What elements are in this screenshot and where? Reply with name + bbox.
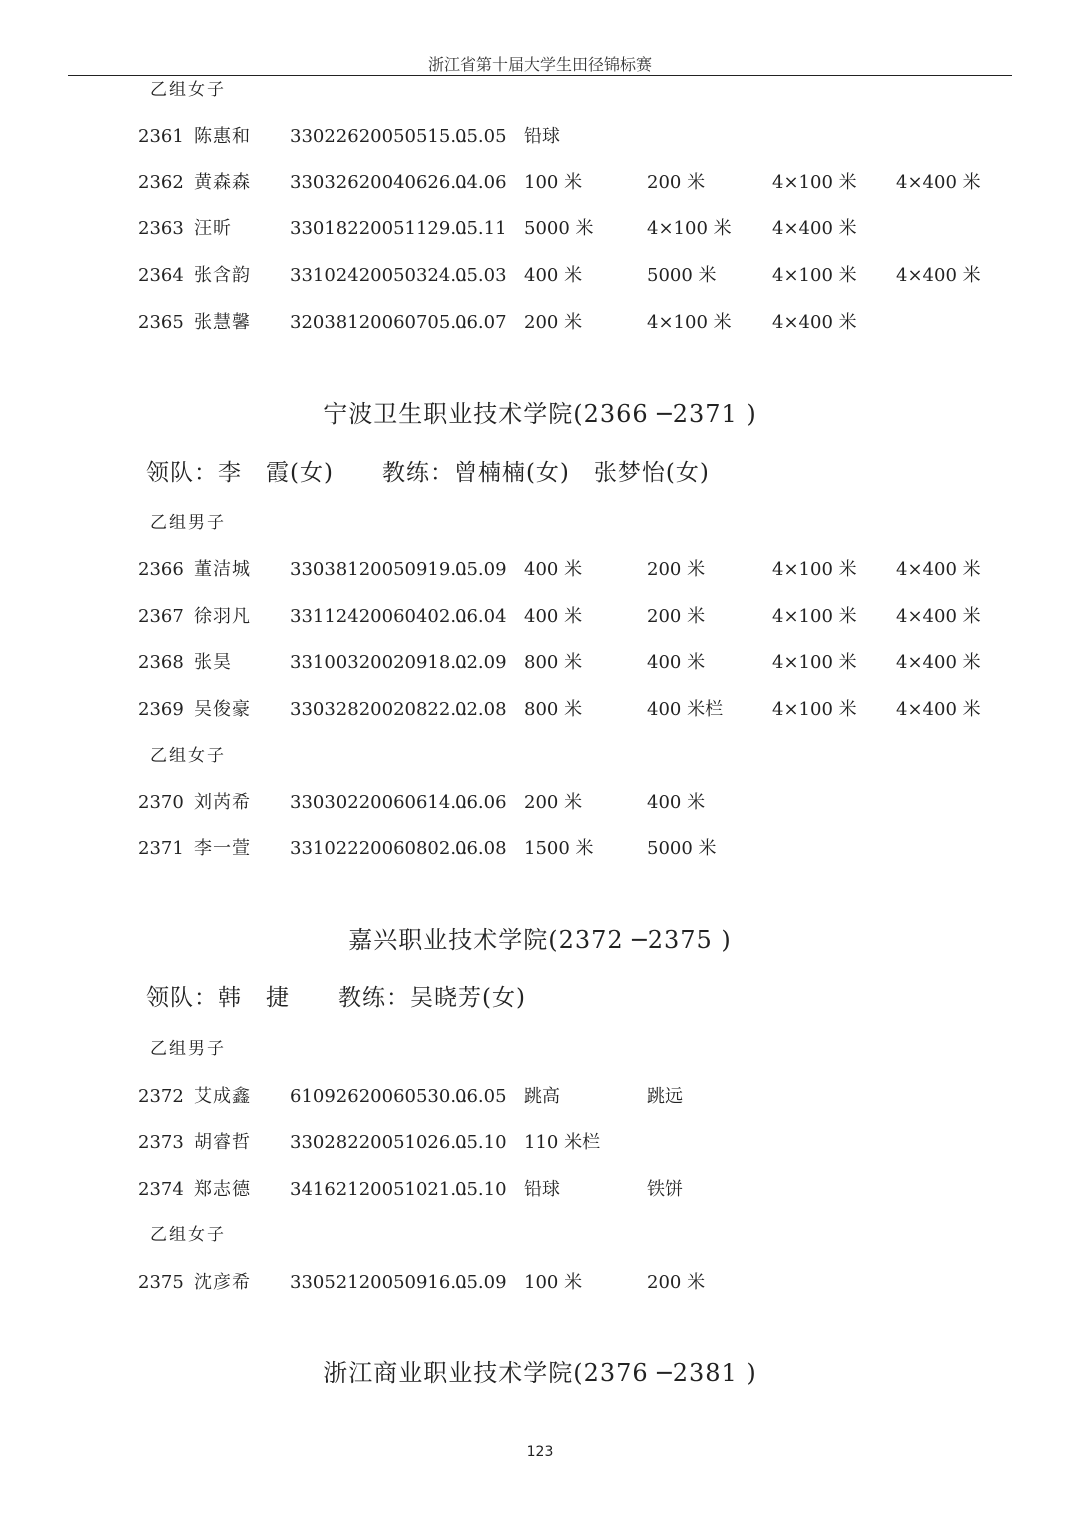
event-entry: 4×400 米 <box>896 652 981 673</box>
athlete-name: 艾成鑫 <box>194 1086 251 1107</box>
athlete-row <box>0 1128 1080 1158</box>
group-label: 乙组女子 <box>150 80 226 100</box>
event-entry: 4×400 米 <box>896 559 981 580</box>
athlete-id: 33032620040626... <box>290 172 468 193</box>
event-entry: 4×100 米 <box>772 652 857 673</box>
event-entry: 800 米 <box>524 699 583 720</box>
event-entry: 4×100 米 <box>772 606 857 627</box>
school-title: 宁波卫生职业技术学院(2366 ─2371 ) <box>323 400 757 428</box>
athlete-row <box>0 1268 1080 1298</box>
athlete-birth: 06.08 <box>455 838 507 859</box>
athlete-number: 2362 <box>138 172 184 193</box>
athlete-number: 2369 <box>138 699 184 720</box>
athlete-name: 郑志德 <box>194 1179 251 1200</box>
event-entry: 4×100 米 <box>772 559 857 580</box>
athlete-row <box>0 695 1080 725</box>
staff-line: 领队：李 霞(女) 教练：曾楠楠(女) 张梦怡(女) <box>146 460 710 486</box>
athlete-name: 汪昕 <box>194 218 232 239</box>
event-entry: 铁饼 <box>647 1179 683 1200</box>
athlete-name: 李一萱 <box>194 838 251 859</box>
athlete-birth: 05.03 <box>455 265 507 286</box>
event-entry: 200 米 <box>647 559 706 580</box>
athlete-row <box>0 1082 1080 1112</box>
event-entry: 400 米 <box>524 559 583 580</box>
athlete-name: 董洁城 <box>194 559 251 580</box>
event-entry: 4×400 米 <box>772 218 857 239</box>
athlete-name: 张昊 <box>194 652 232 673</box>
group-label: 乙组女子 <box>150 1225 226 1245</box>
event-entry: 跳高 <box>524 1086 560 1107</box>
athlete-birth: 05.09 <box>455 1272 507 1293</box>
athlete-birth: 05.10 <box>455 1179 507 1200</box>
athlete-id: 33112420060402... <box>290 606 468 627</box>
athlete-name: 黄森森 <box>194 172 251 193</box>
event-entry: 铅球 <box>524 1179 560 1200</box>
event-entry: 铅球 <box>524 126 560 147</box>
athlete-row <box>0 214 1080 244</box>
athlete-id: 32038120060705... <box>290 312 468 333</box>
athlete-id: 33038120050919... <box>290 559 468 580</box>
athlete-birth: 02.08 <box>455 699 507 720</box>
athlete-number: 2371 <box>138 838 184 859</box>
athlete-id: 33032820020822... <box>290 699 468 720</box>
event-entry: 4×400 米 <box>896 699 981 720</box>
athlete-number: 2374 <box>138 1179 184 1200</box>
athlete-number: 2365 <box>138 312 184 333</box>
athlete-birth: 06.06 <box>455 792 507 813</box>
athlete-id: 33102420050324... <box>290 265 468 286</box>
event-entry: 4×400 米 <box>896 606 981 627</box>
athlete-id: 33028220051026... <box>290 1132 468 1153</box>
athlete-id: 33102220060802... <box>290 838 468 859</box>
athlete-number: 2368 <box>138 652 184 673</box>
athlete-id: 33052120050916... <box>290 1272 468 1293</box>
event-entry: 200 米 <box>524 312 583 333</box>
athlete-id: 61092620060530... <box>290 1086 468 1107</box>
event-entry: 4×100 米 <box>647 312 732 333</box>
athlete-row <box>0 602 1080 632</box>
event-entry: 1500 米 <box>524 838 594 859</box>
athlete-row <box>0 648 1080 678</box>
athlete-number: 2367 <box>138 606 184 627</box>
athlete-name: 徐羽凡 <box>194 606 251 627</box>
athlete-birth: 05.11 <box>455 218 507 239</box>
athlete-name: 沈彦希 <box>194 1272 251 1293</box>
page-number: 123 <box>526 1444 554 1460</box>
athlete-row <box>0 834 1080 864</box>
athlete-number: 2372 <box>138 1086 184 1107</box>
athlete-birth: 06.05 <box>455 1086 507 1107</box>
athlete-number: 2370 <box>138 792 184 813</box>
athlete-name: 吴俊豪 <box>194 699 251 720</box>
event-entry: 110 米栏 <box>524 1132 601 1153</box>
athlete-id: 33100320020918... <box>290 652 468 673</box>
event-entry: 200 米 <box>524 792 583 813</box>
athlete-row <box>0 308 1080 338</box>
event-entry: 4×400 米 <box>896 265 981 286</box>
event-entry: 跳远 <box>647 1086 683 1107</box>
athlete-row <box>0 122 1080 152</box>
event-entry: 400 米栏 <box>647 699 724 720</box>
athlete-birth: 04.06 <box>455 172 507 193</box>
school-title: 浙江商业职业技术学院(2376 ─2381 ) <box>323 1359 757 1387</box>
athlete-name: 胡睿哲 <box>194 1132 251 1153</box>
athlete-birth: 05.05 <box>455 126 507 147</box>
event-entry: 4×100 米 <box>772 265 857 286</box>
event-entry: 400 米 <box>524 265 583 286</box>
event-entry: 400 米 <box>524 606 583 627</box>
athlete-id: 33030220060614... <box>290 792 468 813</box>
event-entry: 4×100 米 <box>772 699 857 720</box>
staff-line: 领队：韩 捷 教练：吴晓芳(女) <box>146 985 526 1011</box>
event-entry: 4×400 米 <box>896 172 981 193</box>
event-entry: 100 米 <box>524 1272 583 1293</box>
event-entry: 4×100 米 <box>647 218 732 239</box>
athlete-birth: 05.10 <box>455 1132 507 1153</box>
athlete-number: 2361 <box>138 126 184 147</box>
page-header-title: 浙江省第十届大学生田径锦标赛 <box>427 55 652 74</box>
group-label: 乙组女子 <box>150 746 226 766</box>
athlete-number: 2363 <box>138 218 184 239</box>
athlete-birth: 02.09 <box>455 652 507 673</box>
athlete-row <box>0 788 1080 818</box>
athlete-name: 张含韵 <box>194 265 251 286</box>
event-entry: 5000 米 <box>647 265 717 286</box>
event-entry: 400 米 <box>647 652 706 673</box>
event-entry: 800 米 <box>524 652 583 673</box>
school-title: 嘉兴职业技术学院(2372 ─2375 ) <box>348 926 732 954</box>
event-entry: 200 米 <box>647 606 706 627</box>
athlete-number: 2364 <box>138 265 184 286</box>
athlete-number: 2373 <box>138 1132 184 1153</box>
athlete-row <box>0 1175 1080 1205</box>
event-entry: 100 米 <box>524 172 583 193</box>
athlete-name: 陈惠和 <box>194 126 251 147</box>
event-entry: 5000 米 <box>524 218 594 239</box>
event-entry: 4×100 米 <box>772 172 857 193</box>
event-entry: 5000 米 <box>647 838 717 859</box>
athlete-id: 34162120051021... <box>290 1179 468 1200</box>
athlete-id: 33018220051129... <box>290 218 468 239</box>
athlete-id: 33022620050515... <box>290 126 468 147</box>
athlete-birth: 06.07 <box>455 312 507 333</box>
event-entry: 4×400 米 <box>772 312 857 333</box>
event-entry: 400 米 <box>647 792 706 813</box>
athlete-number: 2366 <box>138 559 184 580</box>
athlete-name: 刘芮希 <box>194 792 251 813</box>
athlete-name: 张慧馨 <box>194 312 251 333</box>
event-entry: 200 米 <box>647 172 706 193</box>
group-label: 乙组男子 <box>150 513 226 533</box>
athlete-number: 2375 <box>138 1272 184 1293</box>
athlete-birth: 05.09 <box>455 559 507 580</box>
event-entry: 200 米 <box>647 1272 706 1293</box>
athlete-row <box>0 261 1080 291</box>
athlete-row <box>0 168 1080 198</box>
athlete-birth: 06.04 <box>455 606 507 627</box>
group-label: 乙组男子 <box>150 1039 226 1059</box>
athlete-row <box>0 555 1080 585</box>
